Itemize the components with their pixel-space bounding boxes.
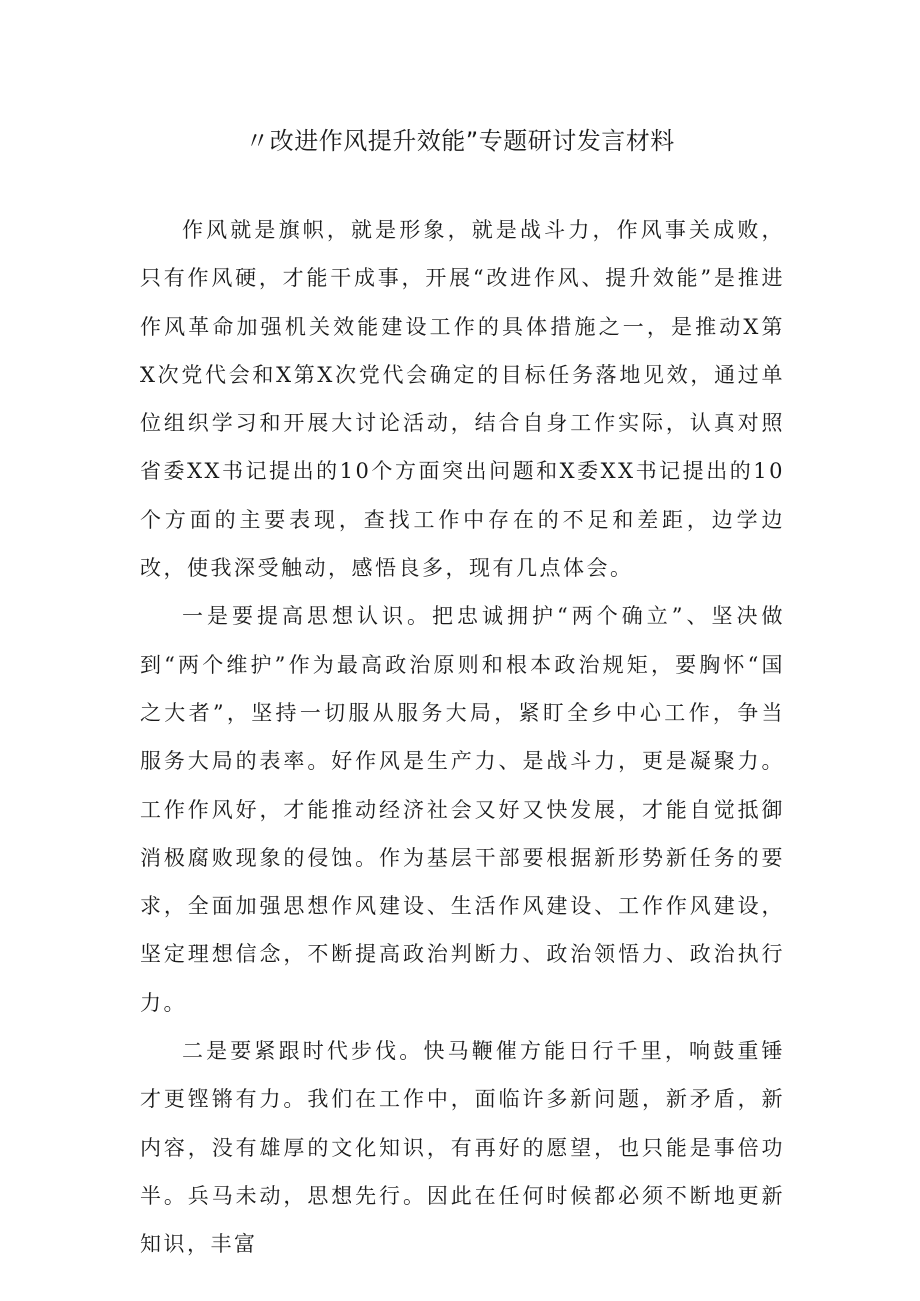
paragraph-point-one: 一是要提高思想认识。把忠诚拥护“两个确立”、坚决做到“两个维护”作为最高政治原则和根本政治规矩，要胸怀“国之大者”，坚持一切服从服务大局，紧盯全乡中心工作，争当服务大局的表率。好作风是生产力、是战斗力，更是凝聚力。工作作风好，才能推动经济社会又好又快发展，才能自觉抵御消极腐败现象的侵蚀。作为基层干部要根据新形势新任务的要求，全面加强思想作风建设、生活作风建设、工作作风建设，坚定理想信念，不断提高政治判断力、政治领悟力、政治执行力。 [140, 604, 785, 1015]
document-title: 〃改进作风提升效能”专题研讨发言材料 [245, 127, 675, 155]
paragraph-intro: 作风就是旗帜，就是形象，就是战斗力，作风事关成败，只有作风硬，才能干成事，开展“改进作风、提升效能”是推进作风革命加强机关效能建设工作的具体措施之一，是推动X第X次党代会和X第X次党代会确定的目标任务落地见效，通过单位组织学习和开展大讨论活动，结合自身工作实际，认真对照省委XX书记提出的10个方面突出问题和X委XX书记提出的10个方面的主要表现，查找工作中存在的不足和差距，边学边改，使我深受触动，感悟良多，现有几点体会。 [140, 218, 785, 581]
paragraph-point-two: 二是要紧跟时代步伐。快马鞭催方能日行千里，响鼓重锤才更铿锵有力。我们在工作中，面临许多新问题，新矛盾，新内容，没有雄厚的文化知识，有再好的愿望，也只能是事倍功半。兵马未动，思想先行。因此在任何时候都必须不断地更新知识，丰富 [140, 1039, 785, 1257]
document-body [140, 206, 785, 1269]
